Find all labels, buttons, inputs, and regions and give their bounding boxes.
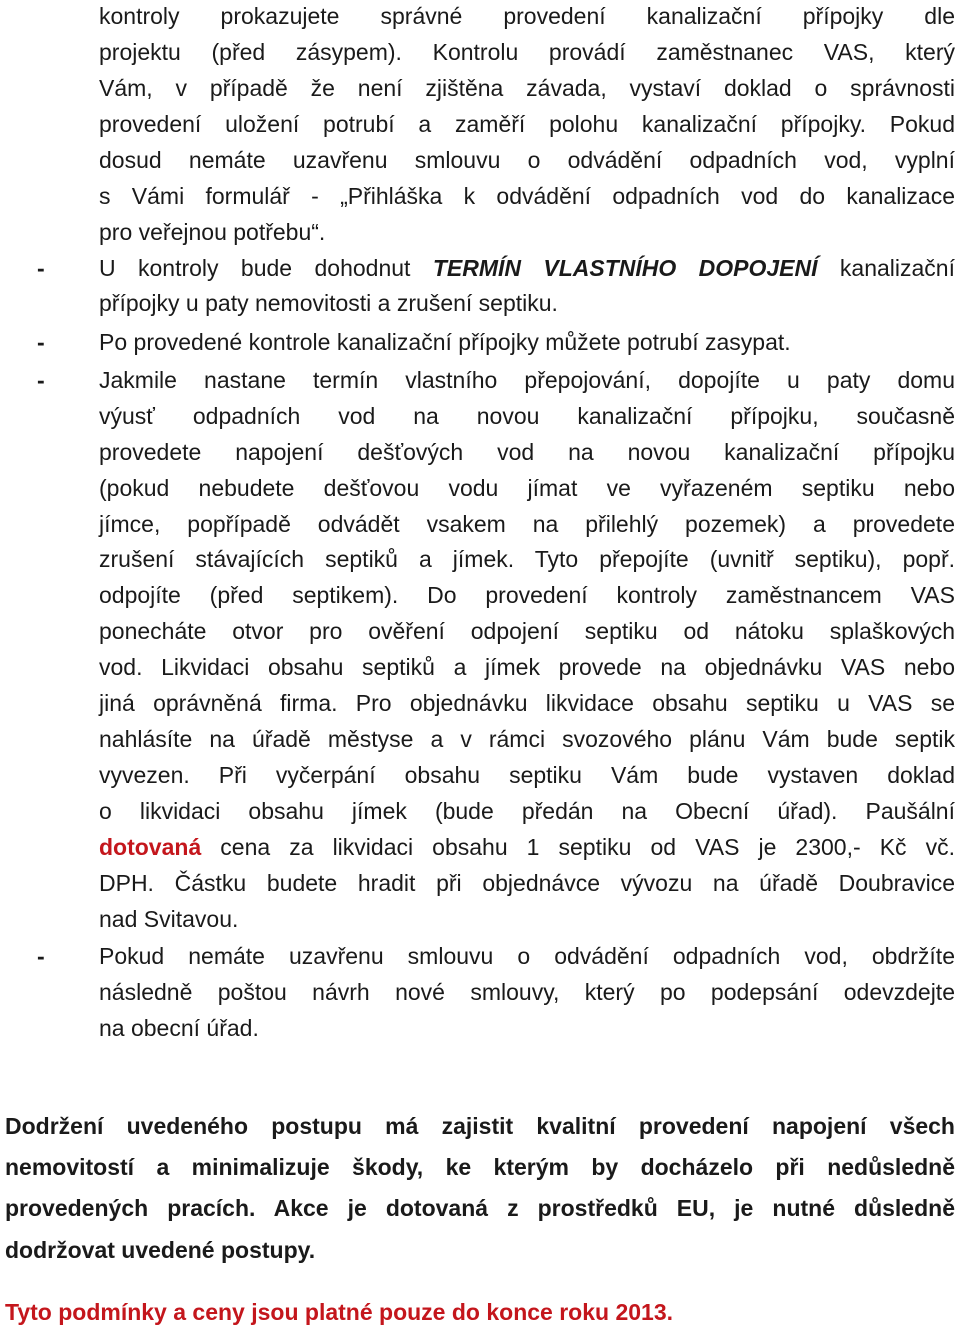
bullet-4-line-2: následně poštou návrh nové smlouvy, který po podepsání odevzdejte — [99, 979, 955, 1005]
intro-line-7: pro veřejnou potřebu“. — [99, 219, 326, 245]
bullet-3-line-9: vod. Likvidaci obsahu septiků a jímek provede na objednávku VAS nebo — [99, 654, 955, 680]
bullet-1-emphasis: TERMÍN VLASTNÍHO DOPOJENÍ — [432, 255, 818, 281]
bullet-1-text-end: kanalizační — [817, 255, 955, 281]
intro-line-2: projektu (před zásypem). Kontrolu provádí zaměstnanec VAS, který — [99, 39, 955, 65]
dotovana-highlight: dotovaná — [99, 834, 202, 860]
bullet-3-line-1: Jakmile nastane termín vlastního přepojování, dopojíte u paty domu — [99, 367, 955, 393]
intro-line-1: kontroly prokazujete správné provedení kanalizační přípojky dle — [99, 3, 955, 29]
bullet-1-text: U kontroly bude dohodnut — [99, 255, 433, 281]
intro-line-5: dosud nemáte uzavřenu smlouvu o odvádění odpadních vod, vyplní — [99, 147, 955, 173]
summary-line-2: nemovitostí a minimalizuje škody, ke kterým by docházelo při nedůsledně — [5, 1154, 955, 1180]
intro-line-6: s Vámi formulář - „Přihláška k odvádění odpadních vod do kanalizace — [99, 183, 955, 209]
intro-line-4: provedení uložení potrubí a zaměří polohu kanalizační přípojky. Pokud — [99, 111, 955, 137]
bullet-3-line-7: odpojíte (před septikem). Do provedení kontroly zaměstnancem VAS — [99, 582, 955, 608]
bullet-3-line-13: o likvidaci obsahu jímek (bude předán na Obecní úřad). Paušální — [99, 798, 955, 824]
bullet-3-line-3: provedete napojení dešťových vod na novou kanalizační přípojku — [99, 439, 955, 465]
bullet-3-line-4: (pokud nebudete dešťovou vodu jímat ve vyřazeném septiku nebo — [99, 475, 955, 501]
bullet-3-line-6: zrušení stávajících septiků a jímek. Tyto přepojíte (uvnitř septiku), popř. — [99, 546, 955, 572]
bullet-marker: - — [37, 943, 45, 969]
bullet-3-line-8: ponecháte otvor pro ověření odpojení septiku od nátoku splaškových — [99, 618, 955, 644]
validity-notice: Tyto podmínky a ceny jsou platné pouze do konce roku 2013. — [5, 1299, 673, 1325]
bullet-2-line-1: Po provedené kontrole kanalizační přípojky můžete potrubí zasypat. — [99, 329, 791, 355]
bullet-marker: - — [37, 329, 45, 355]
bullet-3-line-10: jiná oprávněná firma. Pro objednávku likvidace obsahu septiku u VAS se — [99, 690, 955, 716]
bullet-1-line-2: přípojky u paty nemovitosti a zrušení septiku. — [99, 290, 558, 316]
summary-line-1: Dodržení uvedeného postupu má zajistit kvalitní provedení napojení všech — [5, 1113, 955, 1139]
bullet-4-line-3: na obecní úřad. — [99, 1015, 259, 1041]
bullet-3-line-11: nahlásíte na úřadě městyse a v rámci svozového plánu Vám bude septik — [99, 726, 955, 752]
bullet-3-line-15: DPH. Částku budete hradit při objednávce vývozu na úřadě Doubravice — [99, 870, 955, 896]
summary-line-4: dodržovat uvedené postupy. — [5, 1237, 316, 1263]
bullet-3-line-14 — [99, 833, 955, 861]
summary-line-3: provedených pracích. Akce je dotovaná z prostředků EU, je nutné důsledně — [5, 1195, 955, 1221]
bullet-1-line-1 — [99, 254, 955, 282]
intro-line-3: Vám, v případě že není zjištěna závada, vystaví doklad o správnosti — [99, 75, 955, 101]
bullet-3-line-2: výusť odpadních vod na novou kanalizační přípojku, současně — [99, 403, 955, 429]
bullet-marker: - — [37, 255, 45, 281]
bullet-3-price-text: cena za likvidaci obsahu 1 septiku od VAS je 2300,- Kč vč. — [201, 834, 955, 860]
bullet-3-line-12: vyvezen. Při vyčerpání obsahu septiku Vám bude vystaven doklad — [99, 762, 955, 788]
bullet-3-line-5: jímce, popřípadě odvádět vsakem na přilehlý pozemek) a provedete — [99, 511, 955, 537]
bullet-marker: - — [37, 367, 45, 393]
bullet-3-line-16: nad Svitavou. — [99, 906, 239, 932]
bullet-4-line-1: Pokud nemáte uzavřenu smlouvu o odvádění odpadních vod, obdržíte — [99, 943, 955, 969]
